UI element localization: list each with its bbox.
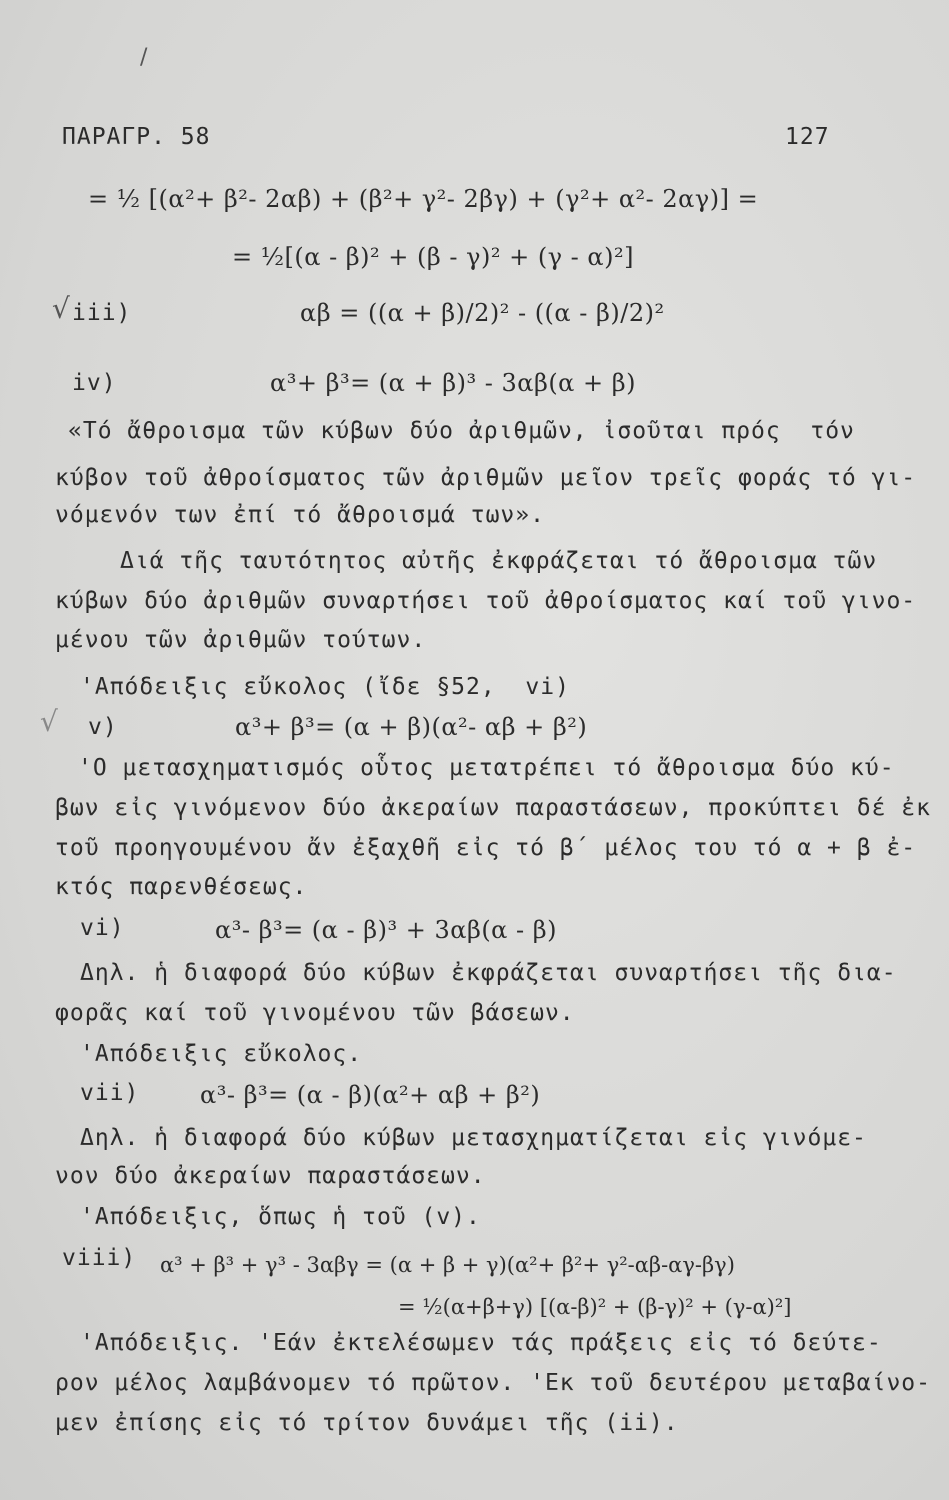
proof-note-1: 'Απόδειξις εὔκολος (ἴδε §52, vi) [80, 674, 570, 700]
equation-vii: α³- β³= (α - β)(α²+ αβ + β²) [200, 1081, 541, 1109]
paragraph-2-line-2: κύβων δύο ἀριθμῶν συναρτήσει τοῦ ἀθροίσματος καί τοῦ γινο- [55, 588, 917, 614]
equation-line-2: = ½[(α - β)² + (β - γ)² + (γ - α)²] [232, 243, 634, 271]
paragraph-1-line-3: νόμενόν των ἐπί τό ἄθροισμά των». [55, 502, 545, 528]
paragraph-1-line-2: κύβον τοῦ ἀθροίσματος τῶν ἀριθμῶν μεῖον τρεῖς φοράς τό γι- [55, 465, 917, 491]
item-label-vi: vi) [80, 915, 125, 941]
margin-check-mark: √ [52, 292, 70, 325]
proof-note-3: 'Απόδειξις, ὅπως ἡ τοῦ (v). [80, 1204, 481, 1230]
paragraph-2-line-3: μένου τῶν ἀριθμῶν τούτων. [55, 627, 427, 653]
running-head: ΠΑΡΑΓΡ. 58 [62, 124, 211, 150]
equation-iv: α³+ β³= (α + β)³ - 3αβ(α + β) [270, 369, 636, 397]
item-label-viii: viii) [62, 1245, 137, 1271]
paragraph-5-line-1: Δηλ. ἡ διαφορά δύο κύβων ἐκφράζεται συναρτήσει τῆς δια- [80, 960, 897, 986]
item-label-iii: iii) [72, 300, 132, 326]
equation-iii: αβ = ((α + β)/2)² - ((α - β)/2)² [300, 299, 665, 327]
paragraph-9-line-1: 'Απόδειξις. 'Εάν ἐκτελέσωμεν τάς πράξεις εἰς τό δεύτε- [80, 1330, 882, 1356]
paragraph-7-line-1: Δηλ. ἡ διαφορά δύο κύβων μετασχηματίζεται εἰς γινόμε- [80, 1125, 867, 1151]
page-number: 127 [785, 124, 830, 150]
paragraph-9-line-3: μεν ἐπίσης εἰς τό τρίτον δυνάμει τῆς (ii). [55, 1410, 679, 1436]
equation-v: α³+ β³= (α + β)(α²- αβ + β²) [235, 713, 588, 741]
equation-viii-line-2: = ½(α+β+γ) [(α-β)² + (β-γ)² + (γ-α)²] [398, 1295, 792, 1319]
item-label-vii: vii) [80, 1080, 140, 1106]
equation-line-1: = ½ [(α²+ β²- 2αβ) + (β²+ γ²- 2βγ) + (γ²+ α²- 2αγ)] = [88, 185, 759, 213]
paragraph-4-line-1: 'Ο μετασχηματισμός οὗτος μετατρέπει τό ἄθροισμα δύο κύ- [78, 755, 895, 781]
item-label-iv: iv) [72, 370, 117, 396]
paragraph-9-line-2: ρον μέλος λαμβάνομεν τό πρῶτον. 'Εκ τοῦ δευτέρου μεταβαίνο- [55, 1370, 931, 1396]
paragraph-4-line-3: τοῦ προηγουμένου ἄν ἐξαχθῆ εἰς τό β΄ μέλος του τό α + β ἐ- [55, 835, 917, 861]
pencil-slash-mark: / [140, 45, 148, 70]
paragraph-4-line-4: κτός παρενθέσεως. [55, 874, 308, 900]
equation-vi: α³- β³= (α - β)³ + 3αβ(α - β) [215, 916, 557, 944]
paragraph-7-line-2: νον δύο ἀκεραίων παραστάσεων. [55, 1163, 486, 1189]
proof-note-2: 'Απόδειξις εὔκολος. [80, 1041, 363, 1067]
paragraph-1-line-1: «Τό ἄθροισμα τῶν κύβων δύο ἀριθμῶν, ἰσοῦται πρός τόν [68, 418, 855, 444]
paragraph-4-line-2: βων εἰς γινόμενον δύο ἀκεραίων παραστάσεων, προκύπτει δέ ἐκ [55, 795, 931, 821]
item-label-v: v) [88, 714, 118, 740]
margin-check-mark-2: √ [40, 705, 58, 738]
paragraph-5-line-2: φορᾶς καί τοῦ γινομένου τῶν βάσεων. [55, 1000, 575, 1026]
paragraph-2-line-1: Διά τῆς ταυτότητος αὐτῆς ἐκφράζεται τό ἄθροισμα τῶν [120, 548, 878, 574]
equation-viii-line-1: α³ + β³ + γ³ - 3αβγ = (α + β + γ)(α²+ β²+ γ²-αβ-αγ-βγ) [160, 1253, 735, 1277]
